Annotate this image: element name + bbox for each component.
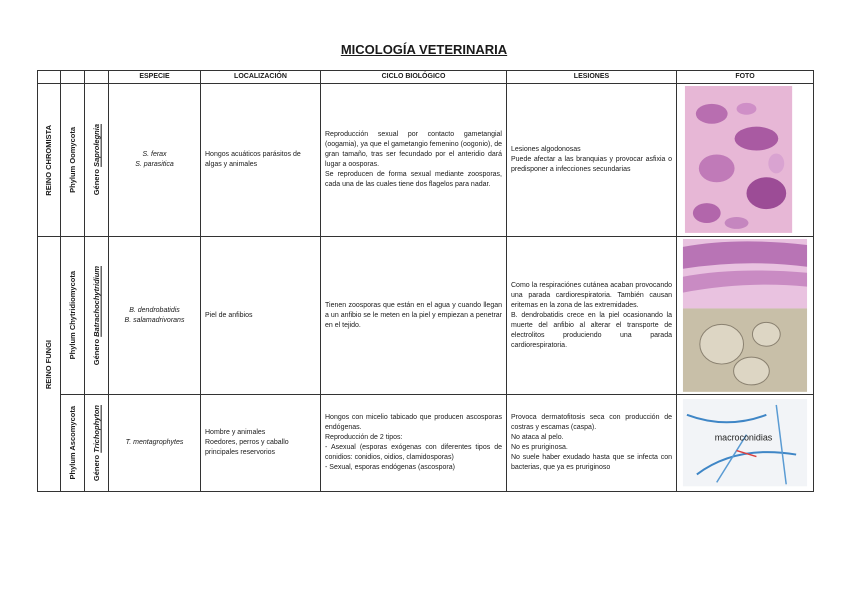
lesions-text: Provoca dermatofitosis seca con producción de costras y escamas (caspa). (511, 414, 672, 432)
species-name: T. mentagrophytes (125, 439, 184, 447)
phylum-cell (61, 395, 85, 492)
table-row-batrachochytridium (38, 237, 814, 395)
genus-cell (85, 395, 109, 492)
macroconidias-label: macroconidias (714, 432, 773, 443)
genus-cell (85, 84, 109, 237)
cycle-cell (321, 84, 507, 237)
phylum-cell (61, 237, 85, 395)
cycle-text: Se reproducen de forma sexual mediante zoosporas, cada una de las cuales tiene dos flagelos para nadar. (325, 171, 502, 188)
species-cell (109, 395, 201, 492)
header-ciclo: CICLO BIOLÓGICO (321, 71, 507, 84)
photo-cell (677, 395, 814, 492)
lesions-text: No es pruriginosa. (511, 444, 568, 452)
photo-cell (677, 84, 814, 237)
lesions-text: No ataca al pelo. (511, 434, 564, 442)
cycle-text: Hongos con micelio tabicado que producen ascosporas endógenas. (325, 414, 502, 432)
cycle-text: - Sexual, esporas endógenas (ascospora) (325, 464, 455, 472)
cycle-cell (321, 237, 507, 395)
genus-cell (85, 237, 109, 395)
kingdom-label: REINO CHROMISTA (44, 124, 53, 196)
header-localizacion: LOCALIZACIÓN (201, 71, 321, 84)
phylum-label: Phylum Chytridiomycota (67, 271, 77, 360)
kingdom-cell-chromista (38, 84, 61, 237)
lesions-text: Como la respiraciónes cutánea acaban provocando una parada cardiorespiratoria. También causan eritemas en la zona de las extremidades. (511, 281, 672, 309)
genus-label: Género Batrachochytridium (91, 265, 101, 366)
header-lesiones: LESIONES (507, 71, 677, 84)
cycle-text: Reproducción de 2 tipos: (325, 434, 403, 442)
cycle-cell (321, 395, 507, 492)
species-name: S. parasitica (135, 161, 174, 168)
kingdom-cell-fungi (38, 237, 61, 492)
kingdom-label: REINO FUNGI (44, 339, 53, 389)
location-cell (201, 84, 321, 237)
location-cell (201, 237, 321, 395)
location-text: Roedores, perros y caballo principales reservorios (205, 439, 289, 457)
lesions-cell (507, 395, 677, 492)
header-empty-2 (61, 71, 85, 84)
lesions-text: B. dendrobatidis crece en la piel ocasionando la muerte del anfibio al alterar el transporte de electrolitos produciendo una parada cardiorespiratoria. (511, 311, 672, 349)
mycology-table (37, 70, 814, 492)
table-row-saprolegnia (38, 84, 814, 237)
genus-label: Género Saprolegnia (91, 124, 101, 196)
location-text: Hombre y animales (205, 429, 266, 437)
species-name: B. dendrobatidis (129, 306, 180, 314)
cycle-text: Tienen zoosporas que están en el agua y cuando llegan a un anfibio se le meten en la piel y empiezan a penetrar en el tejido. (325, 301, 502, 329)
table-row-trichophyton (38, 395, 814, 492)
lesions-cell (507, 84, 677, 237)
species-name: S. ferax (142, 151, 167, 158)
phylum-cell (61, 84, 85, 237)
header-empty-1 (38, 71, 61, 84)
genus-label: Género Trichophyton (91, 405, 101, 482)
location-text: Piel de anfibios (205, 311, 253, 319)
species-cell (109, 84, 201, 237)
cycle-text: - Asexual (esporas exógenas con diferentes tipos de conidios: conidios, oidios, clamidosporas) (325, 444, 502, 462)
header-empty-3 (85, 71, 109, 84)
lesions-cell (507, 237, 677, 395)
species-name: B. salamadrivorans (124, 316, 185, 324)
lesions-text: Lesiones algodonosas (511, 146, 581, 153)
header-row (38, 71, 814, 84)
lesions-text: Puede afectar a las branquias y provocar asfixia o predisponer a infecciones secundarias (511, 156, 672, 173)
phylum-label: Phylum Ascomycota (67, 406, 77, 480)
location-text: Hongos acuáticos parásitos de algas y animales (205, 151, 301, 168)
photo-cell (677, 237, 814, 395)
cycle-text: Reproducción sexual por contacto gametangial (oogamia), ya que el gametangio femenino (oogonio), de gran tamaño, tras ser fecundado por el anteridio dará lugar a oosporas. (325, 131, 502, 168)
species-cell (109, 237, 201, 395)
document-title: MICOLOGÍA VETERINARIA (340, 42, 508, 57)
phylum-label: Phylum Oomycota (67, 127, 77, 193)
histology-photo (677, 84, 813, 236)
header-especie: ESPECIE (109, 71, 201, 84)
chytrid-photo (677, 237, 813, 394)
trichophyton-photo (677, 395, 813, 491)
lesions-text: No suele haber exudado hasta que se infecta con bacterias, que ya es pruriginoso (511, 454, 672, 472)
location-cell (201, 395, 321, 492)
header-foto: FOTO (677, 71, 814, 84)
